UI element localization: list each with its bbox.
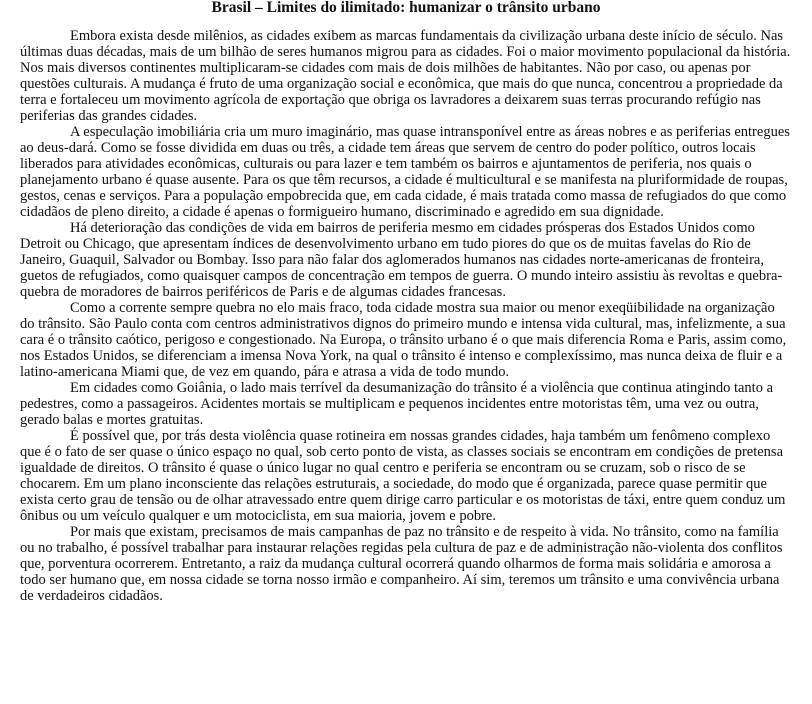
paragraph-1: Embora exista desde milênios, as cidades exibem as marcas fundamentais da civilização urbana deste início de século. Nas últimas duas décadas, mais de um bilhão de seres humanos migrou para as cidades. Foi o maior movimento populacional da história. Nos mais diversos continentes multiplicaram-se cidades com mais de dois milhões de habitantes. Não por caso, ou apenas por questões culturais. A mudança é fruto de uma organização social e econômica, que mais do que nunca, concentrou a propriedade da terra e fortaleceu um movimento agrícola de exportação que obriga os lavradores a deixarem suas terras procurando refúgio nas periferias das grandes cidades.: [20, 28, 791, 124]
paragraph-4: Como a corrente sempre quebra no elo mais fraco, toda cidade mostra sua maior ou menor exeqüibilidade na organização do trânsito. São Paulo conta com centros administrativos dignos do primeiro mundo e intensa vida cultural, mas, infelizmente, a sua cara é o trânsito caótico, perigoso e congestionado. Na Europa, o trânsito urbano é o que mais diferencia Roma e Paris, assim como, nos Estados Unidos, se diferenciam a imensa Nova York, na qual o trânsito é intenso e complexíssimo, mas nunca deixa de fluir e a latino-americana Miami que, de vez em quando, pára e atrasa a vida de todo mundo.: [20, 300, 787, 380]
paragraph-6: É possível que, por trás desta violência quase rotineira em nossas grandes cidades, haja também um fenômeno complexo que é o fato de ser quase o único espaço no qual, sob certo ponto de vista, as classes sociais se encontram em condições de pretensa igualdade de direitos. O trânsito é quase o único lugar no qual centro e periferia se encontram ou se cruzam, sob o risco de se chocarem. Em um plano inconsciente das relações estruturais, a sociedade, do modo que é organizada, parece quase permitir que exista certo grau de tensão ou de olhar atravessado entre quem dirige carro particular e os motoristas de táxi, entre quem conduz um ônibus ou um veículo qualquer e um motociclista, em sua maioria, jovem e pobre.: [20, 428, 786, 524]
document-body: [20, 28, 792, 604]
paragraph-7: Por mais que existam, precisamos de mais campanhas de paz no trânsito e de respeito à vida. No trânsito, como na família ou no trabalho, é possível trabalhar para instaurar relações regidas pela cultura de paz e de administração não-violenta dos conflitos que, porventura ocorrerem. Entretanto, a raiz da mudança cultural ocorrerá quando olharmos de forma mais solidária e amorosa a todo ser humano que, em nossa cidade se torna nosso irmão e companheiro. Aí sim, teremos um trânsito e uma convivência urbana de verdadeiros cidadãos.: [20, 524, 783, 604]
paragraph-5: Em cidades como Goiânia, o lado mais terrível da desumanização do trânsito é a violência que continua atingindo tanto a pedestres, como a passageiros. Acidentes mortais se multiplicam e pequenos incidentes entre motoristas têm, uma vez ou outra, gerado balas e mortes gratuitas.: [20, 380, 774, 428]
paragraph-3: Há deterioração das condições de vida em bairros de periferia mesmo em cidades prósperas dos Estados Unidos como Detroit ou Chicago, que apresentam índices de desenvolvimento urbano em tudo piores do que os de muitas favelas do Rio de Janeiro, Guaquil, Salvador ou Bombay. Isso para não falar dos aglomerados humanos nas cidades norte-americanas de fronteira, guetos de refugiados, como quaisquer campos de concentração em tempos de guerra. O mundo inteiro assistiu às revoltas e quebra-quebra de moradores de bairros periféricos de Paris e de algumas cidades francesas.: [20, 220, 783, 300]
document-title: Brasil – Limites do ilimitado: humanizar o trânsito urbano: [211, 0, 601, 16]
paragraph-2: A especulação imobiliária cria um muro imaginário, mas quase intransponível entre as áreas nobres e as periferias entregues ao deus-dará. Como se fosse dividida em duas ou três, a cidade tem áreas que servem de centro do poder político, outros locais liberados para atividades econômicas, culturais ou para lazer e tem também os bairros e ajuntamentos de periferia, nos quais o planejamento urbano é quase ausente. Para os que têm recursos, a cidade é multicultural e se manifesta na pluriformidade de roupas, gestos, cenas e serviços. Para a população empobrecida que, em cada cidade, é mais tratada como massa de refugiados do que como cidadãos de pleno direito, a cidade é apenas o formigueiro humano, discriminado e agredido em sua dignidade.: [20, 124, 790, 220]
